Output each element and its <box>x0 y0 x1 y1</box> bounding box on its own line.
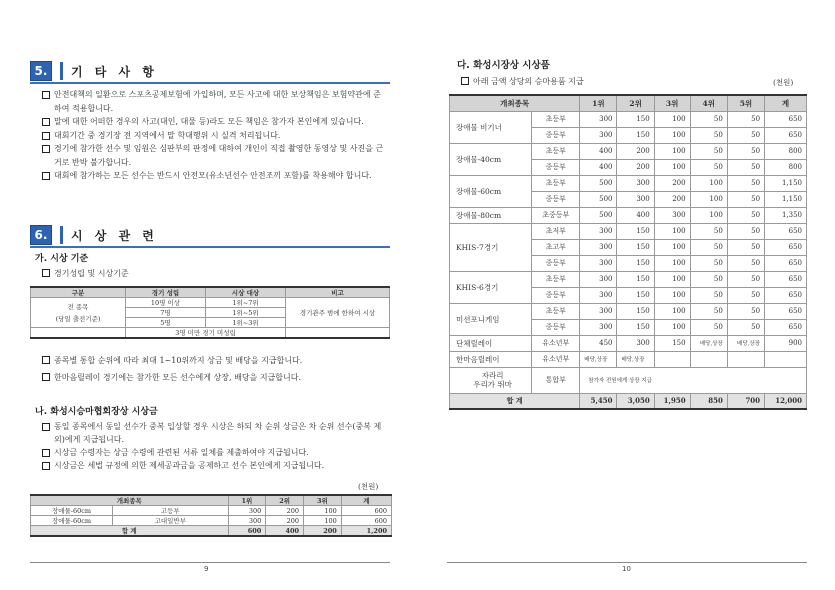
table-cell: 200 <box>617 143 654 159</box>
subsection-na-title: 나. 화성시승마협회장상 시상금 <box>35 407 158 417</box>
table-cell: 400 <box>617 207 654 223</box>
event-cell: 자라리 우리가 뛰마 <box>450 367 532 393</box>
table-cell: 1위~5위 <box>206 308 286 318</box>
table-cell: 배당,상장 <box>580 351 617 367</box>
table-cell: 100 <box>304 516 342 526</box>
table-cell: 150 <box>617 303 654 319</box>
table-cell: 650 <box>765 287 807 303</box>
table-cell: 1,350 <box>765 207 807 223</box>
division-cell: 초등부 <box>532 175 580 191</box>
table-cell: 100 <box>654 143 690 159</box>
table-cell: 50 <box>690 223 727 239</box>
section-bar <box>60 226 63 244</box>
table-cell: 200 <box>654 175 690 191</box>
total-cell: 850 <box>690 393 727 409</box>
column-header: 비고 <box>286 287 390 298</box>
table-cell: 500 <box>580 175 617 191</box>
table-cell: 10명 이상 <box>126 298 206 308</box>
table-cell: 650 <box>765 271 807 287</box>
table-row <box>31 506 392 516</box>
award-note: 한마음릴레이 경기에는 참가한 모든 선수에게 상장, 배당을 지급합니다. <box>42 372 301 383</box>
division-cell: 중등부 <box>532 255 580 271</box>
table-cell: 200 <box>266 516 304 526</box>
table-cell: 50 <box>727 159 764 175</box>
table-cell: 150 <box>617 271 654 287</box>
table-cell: 50 <box>690 303 727 319</box>
table-cell: 200 <box>617 159 654 175</box>
bullet-item: 대회기간 중 경기장 전 지역에서 말 학대행위 시 실격 처리됩니다. <box>42 129 387 143</box>
table-row <box>31 516 392 526</box>
total-label: 합 계 <box>450 393 580 409</box>
table-cell: 100 <box>690 191 727 207</box>
table-cell: 배당,상장 <box>690 335 727 351</box>
table-cell: 150 <box>617 319 654 335</box>
unit-label: (천원) <box>358 482 379 491</box>
table-cell: 300 <box>617 191 654 207</box>
division-cell: 통합부 <box>532 367 580 393</box>
table-cell: 800 <box>765 143 807 159</box>
table-cell: 650 <box>765 319 807 335</box>
table-cell: 300 <box>580 223 617 239</box>
table-cell: 1위~3위 <box>206 318 286 328</box>
empty-cell <box>765 351 807 367</box>
table-cell: 150 <box>617 287 654 303</box>
table-cell: 50 <box>727 239 764 255</box>
remark-cell: 경기관주 범에 한하여 시상 <box>286 298 390 328</box>
total-row <box>450 393 807 409</box>
table-cell: 50 <box>727 271 764 287</box>
table-cell: 150 <box>654 335 690 351</box>
column-header: 계 <box>765 95 807 111</box>
section-6-underline <box>30 246 390 248</box>
division-cell: 초등부 <box>532 143 580 159</box>
table-cell: 배당,상장 <box>727 335 764 351</box>
total-label: 합 계 <box>31 526 229 537</box>
prize-table-body <box>450 111 807 409</box>
column-header: 1위 <box>580 95 617 111</box>
table-cell: 650 <box>765 239 807 255</box>
table-cell: 50 <box>690 287 727 303</box>
table-cell: 1위~7위 <box>206 298 286 308</box>
table-cell: 650 <box>765 223 807 239</box>
column-header: 1위 <box>228 495 266 506</box>
table-cell: 7명 <box>126 308 206 318</box>
division-cell: 초등부 <box>532 271 580 287</box>
event-cell: KHIS-6경기 <box>450 271 532 303</box>
table-cell: 800 <box>765 159 807 175</box>
table-cell: 50 <box>727 127 764 143</box>
table-cell: 400 <box>580 143 617 159</box>
table-cell: 참가자 전원에게 상장 지급 <box>580 367 807 393</box>
table-cell: 150 <box>617 255 654 271</box>
table-cell: 5명 <box>126 318 206 328</box>
division-cell: 고대일반부 <box>113 516 229 526</box>
event-cell: 장애물-40cm <box>450 143 532 175</box>
table-cell: 650 <box>765 255 807 271</box>
table-row <box>450 143 807 159</box>
table-cell: 50 <box>727 255 764 271</box>
table-cell: 50 <box>690 159 727 175</box>
table-cell: 650 <box>765 303 807 319</box>
column-header: 시상 대상 <box>206 287 286 298</box>
division-cell: 초중등부 <box>532 207 580 223</box>
mayor-award-title: 다. 화성시장상 시상품 <box>457 60 550 71</box>
bullet-item: 시상금 수령자는 상금 수령에 관련된 서류 일체를 제출하여야 지급됩니다. <box>42 446 387 459</box>
section-5-number: 5. <box>30 61 52 81</box>
section-6-title: 시 상 관 련 <box>71 228 158 243</box>
unit-label: (천원) <box>773 78 794 87</box>
table-cell: 100 <box>654 287 690 303</box>
total-cell: 12,000 <box>765 393 807 409</box>
table-cell: 500 <box>580 207 617 223</box>
table-cell: 150 <box>617 239 654 255</box>
right-page <box>417 0 835 590</box>
total-cell: 1,200 <box>341 526 391 537</box>
table-cell: 300 <box>228 506 266 516</box>
event-cell: 장애물-60cm <box>450 175 532 207</box>
division-cell: 초저부 <box>532 223 580 239</box>
table-cell: 100 <box>654 111 690 127</box>
event-cell: 장애물-80cm <box>450 207 532 223</box>
table-cell: 50 <box>690 127 727 143</box>
table-cell: 3명 미만 경기 미성립 <box>126 328 286 339</box>
table-row <box>450 223 807 239</box>
table-cell: 300 <box>228 516 266 526</box>
table-cell: 300 <box>580 255 617 271</box>
empty-cell <box>286 328 390 339</box>
section-6-heading <box>30 224 158 246</box>
column-header: 경기 성립 <box>126 287 206 298</box>
award-criteria-table <box>30 286 390 339</box>
table-row <box>450 367 807 393</box>
table-cell: 900 <box>765 335 807 351</box>
section-5-underline <box>30 82 390 84</box>
page-number: 9 <box>204 565 209 573</box>
table-cell: 600 <box>341 506 391 516</box>
total-cell: 400 <box>266 526 304 537</box>
division-cell: 초등부 <box>532 303 580 319</box>
footer-line <box>447 562 807 563</box>
total-cell: 5,450 <box>580 393 617 409</box>
table-cell: 50 <box>727 175 764 191</box>
table-row <box>450 351 807 367</box>
table-cell: 1,150 <box>765 191 807 207</box>
column-header: 개최종목 <box>31 495 229 506</box>
division-cell: 초등부 <box>532 111 580 127</box>
table-cell: 300 <box>580 127 617 143</box>
table-cell: 100 <box>654 271 690 287</box>
empty-cell <box>690 351 727 367</box>
category-cell: 전 종목 (당일 출전기준) <box>31 298 126 328</box>
division-cell: 중등부 <box>532 127 580 143</box>
table-cell: 200 <box>654 191 690 207</box>
bullet-item: 시상금은 세법 규정에 의한 제세공과금을 공제하고 선수 본인에게 지급됩니다. <box>42 459 387 472</box>
event-cell: KHIS-7경기 <box>450 223 532 271</box>
table-row <box>450 335 807 351</box>
total-cell: 1,950 <box>654 393 690 409</box>
bullet-item: 대회에 참가하는 모든 선수는 반드시 안전모(유소년선수 안전조끼 포함)를 착용해야 합니다. <box>42 169 387 183</box>
table-cell: 300 <box>580 271 617 287</box>
prize-money-table <box>30 494 392 537</box>
table-cell: 450 <box>580 335 617 351</box>
event-cell: 미션포니게임 <box>450 303 532 335</box>
table-cell: 1,150 <box>765 175 807 191</box>
column-header: 4위 <box>690 95 727 111</box>
table-cell: 50 <box>727 191 764 207</box>
section-5-bullets <box>42 88 387 183</box>
table-cell: 50 <box>727 319 764 335</box>
footer-line <box>30 562 390 563</box>
table-cell: 100 <box>690 175 727 191</box>
table-cell: 600 <box>341 516 391 526</box>
division-cell: 고등부 <box>113 506 229 516</box>
table-cell: 50 <box>690 143 727 159</box>
table-cell: 650 <box>765 127 807 143</box>
total-cell: 3,050 <box>617 393 654 409</box>
table-cell: 300 <box>580 239 617 255</box>
award-note: 종목별 통합 순위에 따라 최대 1~10위까지 상금 및 배당을 지급합니다. <box>42 355 302 366</box>
table-cell: 배당,상장 <box>617 351 654 367</box>
table-cell: 100 <box>654 255 690 271</box>
table-cell: 100 <box>654 239 690 255</box>
table-cell: 100 <box>690 207 727 223</box>
table-cell: 50 <box>727 303 764 319</box>
table-cell: 150 <box>617 223 654 239</box>
table-cell: 300 <box>580 287 617 303</box>
division-cell: 유소년부 <box>532 335 580 351</box>
empty-cell <box>31 328 126 339</box>
table-cell: 400 <box>580 159 617 175</box>
section-5-title: 기 타 사 항 <box>71 64 158 79</box>
prize-money-notes <box>42 420 387 472</box>
column-header: 구분 <box>31 287 126 298</box>
column-header: 3위 <box>304 495 342 506</box>
subsection-ga-title: 가. 시상 기준 <box>35 254 89 264</box>
division-cell: 중등부 <box>532 287 580 303</box>
empty-cell <box>654 351 690 367</box>
event-cell: 한마음릴레이 <box>450 351 532 367</box>
table-cell: 50 <box>727 223 764 239</box>
table-cell: 300 <box>580 319 617 335</box>
section-6-number: 6. <box>30 225 52 245</box>
table-cell: 150 <box>617 111 654 127</box>
table-cell: 50 <box>727 111 764 127</box>
table-cell: 300 <box>617 335 654 351</box>
column-header: 계 <box>341 495 391 506</box>
event-cell: 단체릴레이 <box>450 335 532 351</box>
division-cell: 중등부 <box>532 191 580 207</box>
table-cell: 100 <box>654 127 690 143</box>
division-cell: 중등부 <box>532 159 580 175</box>
column-header: 2위 <box>617 95 654 111</box>
event-cell: 장애물-60cm <box>31 506 113 516</box>
column-header: 개최종목 <box>450 95 580 111</box>
event-cell: 장애물 비기너 <box>450 111 532 143</box>
prize-goods-table <box>449 94 807 410</box>
table-cell: 100 <box>304 506 342 516</box>
table-cell: 300 <box>580 111 617 127</box>
section-bar <box>60 62 63 80</box>
table-cell: 50 <box>690 255 727 271</box>
table-cell: 50 <box>727 143 764 159</box>
event-cell: 장애물-60cm <box>31 516 113 526</box>
column-header: 5위 <box>727 95 764 111</box>
table-cell: 50 <box>690 111 727 127</box>
bullet-item: 말에 대한 어떠한 경우의 사고(대인, 대물 등)라도 모든 책임은 참가자 본인에게 있습니다. <box>42 115 387 129</box>
empty-cell <box>727 351 764 367</box>
total-row <box>31 526 392 537</box>
table-cell: 300 <box>654 207 690 223</box>
table-cell: 500 <box>580 191 617 207</box>
total-cell: 700 <box>727 393 764 409</box>
table-cell: 50 <box>727 207 764 223</box>
division-cell: 중등부 <box>532 319 580 335</box>
left-page <box>0 0 417 590</box>
award-criteria-note: 경기성립 및 시상기준 <box>42 268 129 279</box>
section-5-heading <box>30 60 158 82</box>
table-cell: 300 <box>580 303 617 319</box>
table-cell: 50 <box>690 239 727 255</box>
table-row <box>450 303 807 319</box>
table-cell: 50 <box>727 287 764 303</box>
table-cell: 100 <box>654 303 690 319</box>
table-row <box>450 271 807 287</box>
total-cell: 600 <box>228 526 266 537</box>
column-header: 3위 <box>654 95 690 111</box>
bullet-item: 안전대책의 일환으로 스포츠공제보험에 가입하며, 모든 사고에 대한 보상책임은 보험약관에 준하여 적용합니다. <box>42 88 387 115</box>
division-cell: 유소년부 <box>532 351 580 367</box>
division-cell: 초고부 <box>532 239 580 255</box>
table-cell: 300 <box>617 175 654 191</box>
table-cell: 100 <box>654 223 690 239</box>
table-cell: 150 <box>617 127 654 143</box>
table-cell: 50 <box>690 319 727 335</box>
page-number: 10 <box>622 565 631 573</box>
bullet-item: 동일 종목에서 동일 선수가 중복 입상할 경우 시상은 하되 차 순위 상금은 차 순위 선수(중복 제외)에게 지급됩니다. <box>42 420 387 446</box>
table-row <box>450 207 807 223</box>
column-header: 2위 <box>266 495 304 506</box>
total-cell: 200 <box>304 526 342 537</box>
table-row <box>450 111 807 127</box>
table-cell: 200 <box>266 506 304 516</box>
bullet-item: 경기에 참가한 선수 및 임원은 심판부의 판정에 대하여 개인이 직접 촬영한 동영상 및 사진을 근거로 반박 불가합니다. <box>42 142 387 169</box>
table-cell: 100 <box>654 319 690 335</box>
mayor-award-note: 아래 금액 상당의 승마용품 지급 <box>461 76 584 87</box>
table-row <box>450 175 807 191</box>
table-cell: 100 <box>654 159 690 175</box>
table-cell: 50 <box>690 271 727 287</box>
table-cell: 650 <box>765 111 807 127</box>
